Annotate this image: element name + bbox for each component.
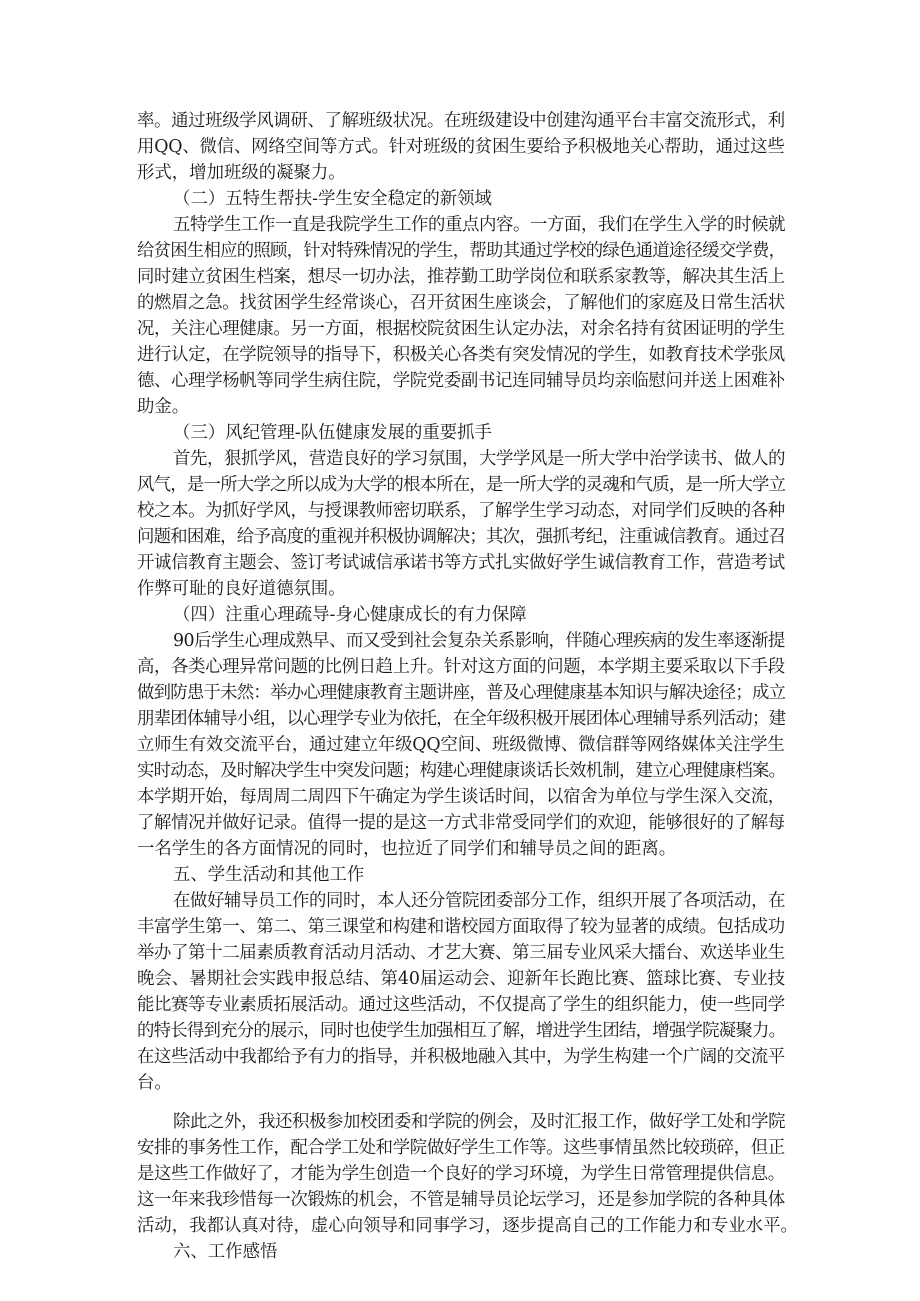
heading-text: （四）注重心理疏导-身心健康成长的有力保障 [173,605,527,625]
paragraph-line: 一名学生的各方面情况的同时，也拉近了同学们和辅导员之间的距离。 [137,839,677,859]
section-heading [137,186,785,212]
section-heading [137,420,785,446]
paragraph-line: 的特长得到充分的展示，同时也使学生加强相互了解，增进学生团结，增强学院凝聚力。 [137,1021,786,1041]
paragraph [137,446,785,602]
paragraph-line: 五特学生工作一直是我院学生工作的重点内容。一方面，我们在学生入学的时候就 [173,215,786,235]
paragraph-line: 是这些工作做好了，才能为学生创造一个良好的学习环境，为学生日常管理提供信息。 [137,1164,785,1184]
paragraph-line: 活动，我都认真对待，虚心向领导和同事学习，逐步提高自己的工作能力和专业水平。 [137,1216,798,1236]
paragraph-line: 率。通过班级学风调研、了解班级状况。在班级建设中创建沟通平台丰富交流形式，利 [137,111,785,131]
paragraph-line: 开诚信教育主题会、签订考试诚信承诺书等方式扎实做好学生诚信教育工作，营造考试 [137,553,785,573]
paragraph [137,108,785,186]
paragraph-line: 在做好辅导员工作的同时，本人还分管院团委部分工作，组织开展了各项活动，在 [173,891,786,911]
paragraph-line: 进行认定，在学院领导的指导下，积极关心各类有突发情况的学生，如教育技术学张凤 [137,345,785,365]
heading-text: （二）五特生帮扶-学生安全稳定的新领域 [173,189,492,209]
section-heading [137,602,785,628]
paragraph-line: 了解情况并做好记录。值得一提的是这一方式非常受同学们的欢迎，能够很好的了解每 [137,813,785,833]
paragraph-line: 90后学生心理成熟早、而又受到社会复杂关系影响，伴随心理疾病的发生率逐渐提 [173,631,785,651]
paragraph [137,628,785,862]
paragraph-line: 给贫困生相应的照顾，针对特殊情况的学生，帮助其通过学校的绿色通道途径缓交学费， [137,241,786,261]
paragraph-line: 同时建立贫困生档案，想尽一切办法，推荐勤工助学岗位和联系家教等，解决其生活上 [137,267,785,287]
paragraph-line: 问题和困难，给予高度的重视并积极协调解决；其次，强抓考纪，注重诚信教育。通过召 [137,527,786,547]
paragraph [137,1109,798,1239]
paragraph [137,888,785,1096]
paragraph-line: 况，关注心理健康。另一方面，根据校院贫困生认定办法，对余名持有贫困证明的学生 [137,319,785,339]
paragraph-line: 丰富学生第一、第二、第三课堂和构建和谐校园方面取得了较为显著的成绩。包括成功 [137,917,785,937]
document-body [137,108,798,1265]
paragraph-line: 除此之外，我还积极参加校团委和学院的例会，及时汇报工作，做好学工处和学院 [173,1112,786,1132]
paragraph-line: 校之本。为抓好学风，与授课教师密切联系，了解学生学习动态，对同学们反映的各种 [137,501,785,521]
paragraph-line: 高，各类心理异常问题的比例日趋上升。针对这方面的问题，本学期主要采取以下手段 [137,657,785,677]
paragraph-line: 实时动态，及时解决学生中突发问题；构建心理健康谈话长效机制，建立心理健康档案。 [137,761,786,781]
paragraph-line: 风气，是一所大学之所以成为大学的根本所在，是一所大学的灵魂和气质，是一所大学立 [137,475,786,495]
paragraph-line: 助金。 [137,397,190,417]
paragraph-line: 做到防患于未然：举办心理健康教育主题讲座，普及心理健康基本知识与解决途径；成立 [137,683,786,703]
section-heading [137,862,785,888]
paragraph-line: 台。 [137,1073,172,1093]
paragraph-line: 这一年来我珍惜每一次锻炼的机会，不管是辅导员论坛学习，还是参加学院的各种具体 [137,1190,785,1210]
paragraph-line: 的燃眉之急。找贫困学生经常谈心，召开贫困生座谈会，了解他们的家庭及日常生活状 [137,293,785,313]
paragraph-line: 首先，狠抓学风，营造良好的学习氛围，大学学风是一所大学中治学读书、做人的 [173,449,786,469]
paragraph [137,212,785,420]
paragraph-line: 立师生有效交流平台，通过建立年级QQ空间、班级微博、微信群等网络媒体关注学生 [137,735,785,755]
paragraph-line: 安排的事务性工作，配合学工处和学院做好学生工作等。这些事情虽然比较琐碎，但正 [137,1138,785,1158]
heading-text: （三）风纪管理-队伍健康发展的重要抓手 [173,423,492,443]
paragraph-line: 德、心理学杨帆等同学生病住院，学院党委副书记连同辅导员均亲临慰问并送上困难补 [137,371,785,391]
section-heading [137,1239,785,1265]
paragraph-line: 举办了第十二届素质教育活动月活动、才艺大赛、第三届专业风采大擂台、欢送毕业生 [137,943,785,963]
paragraph-line: 在这些活动中我都给予有力的指导，并积极地融入其中，为学生构建一个广阔的交流平 [137,1047,785,1067]
paragraph-line: 能比赛等专业素质拓展活动。通过这些活动，不仅提高了学生的组织能力，使一些同学 [137,995,785,1015]
paragraph-line: 本学期开始，每周周二周四下午确定为学生谈话时间，以宿舍为单位与学生深入交流， [137,787,785,807]
paragraph-line: 作弊可耻的良好道德氛围。 [137,579,346,599]
paragraph-line: 用QQ、微信、网络空间等方式。针对班级的贫困生要给予积极地关心帮助，通过这些 [137,137,785,157]
heading-text: 六、工作感悟 [173,1242,278,1262]
paragraph-line: 晚会、暑期社会实践申报总结、第40届运动会、迎新年长跑比赛、篮球比赛、专业技 [137,969,786,989]
paragraph-line: 朋辈团体辅导小组，以心理学专业为依托，在全年级积极开展团体心理辅导系列活动；建 [137,709,786,729]
paragraph-line: 形式，增加班级的凝聚力。 [137,163,346,183]
heading-text: 五、学生活动和其他工作 [173,865,365,885]
paragraph-spacer [137,1096,785,1109]
